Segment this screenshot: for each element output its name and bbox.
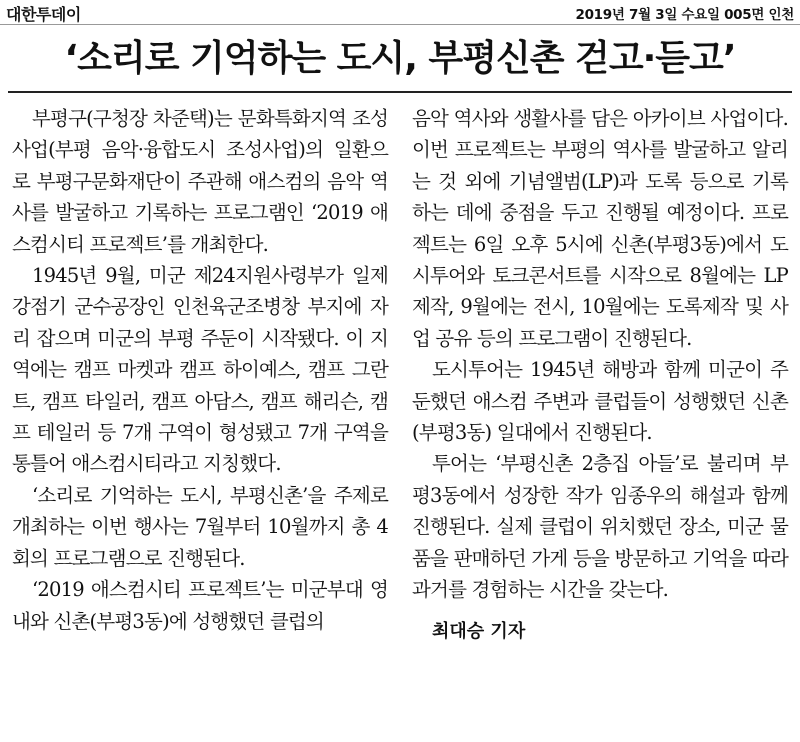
article-paragraph: 투어는 ‘부평신촌 2층집 아들’로 불리며 부평3동에서 성장한 작가 임종우의 해설과 함께 진행된다. 실제 클럽이 위치했던 장소, 미군 물품을 판매하던 가게 등을 방문하고 기억을 따라 과거를 경험하는 시간을 갖는다. xyxy=(412,452,788,602)
masthead xyxy=(0,0,800,25)
article-paragraph: 도시투어는 1945년 해방과 함께 미군이 주둔했던 애스컴 주변과 클럽들이 성행했던 신촌(부평3동) 일대에서 진행된다. xyxy=(412,358,788,445)
article-paragraph: ‘소리로 기억하는 도시, 부평신촌’을 주제로 개최하는 이번 행사는 7월부터 10월까지 총 4회의 프로그램으로 진행된다. xyxy=(12,483,388,570)
dateline: 2019년 7월 3일 수요일 005면 인천 xyxy=(575,7,794,23)
article-paragraph: ‘2019 애스컴시티 프로젝트’는 미군부대 영내와 신촌(부평3동)에 성행했던 클럽의 xyxy=(12,578,388,633)
headline-rule xyxy=(8,91,792,93)
article-paragraph: 1945년 9월, 미군 제24지원사령부가 일제강점기 군수공장인 인천육군조병창 부지에 자리 잡으며 미군의 부평 주둔이 시작됐다. 이 지역에는 캠프 마켓과 캠프 하이예스, 캠프 그란트, 캠프 타일러, 캠프 아담스, 캠프 해리슨, 캠프 테일러 등 7개 구역이 형성됐고 7개 구역을 통틀어 애스컴시티라고 지칭했다. xyxy=(12,264,388,476)
article-column-right xyxy=(412,103,788,647)
byline: 최대승 기자 xyxy=(432,620,526,642)
article-paragraph-continued: 음악 역사와 생활사를 담은 아카이브 사업이다. 이번 프로젝트는 부평의 역사를 발굴하고 알리는 것 외에 기념앨범(LP)과 도록 등으로 기록하는 데에 중점을 두고 진행될 예정이다. 프로젝트는 6일 오후 5시에 신촌(부평3동)에서 도시투어와 토크콘서트를 시작으로 8월에는 LP제작, 9월에는 전시, 10월에는 도록제작 및 사업 공유 등의 프로그램이 진행된다. xyxy=(412,107,788,350)
paper-name: 대한투데이 xyxy=(6,5,81,24)
article-paragraph: 부평구(구청장 차준택)는 문화특화지역 조성사업(부평 음악·융합도시 조성사업)의 일환으로 부평구문화재단이 주관해 애스컴의 음악 역사를 발굴하고 기록하는 프로그램인 ‘2019 애스컴시티 프로젝트’를 개최한다. xyxy=(12,107,388,256)
article-column-left xyxy=(12,103,388,637)
headline: ‘소리로 기억하는 도시, 부평신촌 걷고·듣고’ xyxy=(64,38,736,79)
